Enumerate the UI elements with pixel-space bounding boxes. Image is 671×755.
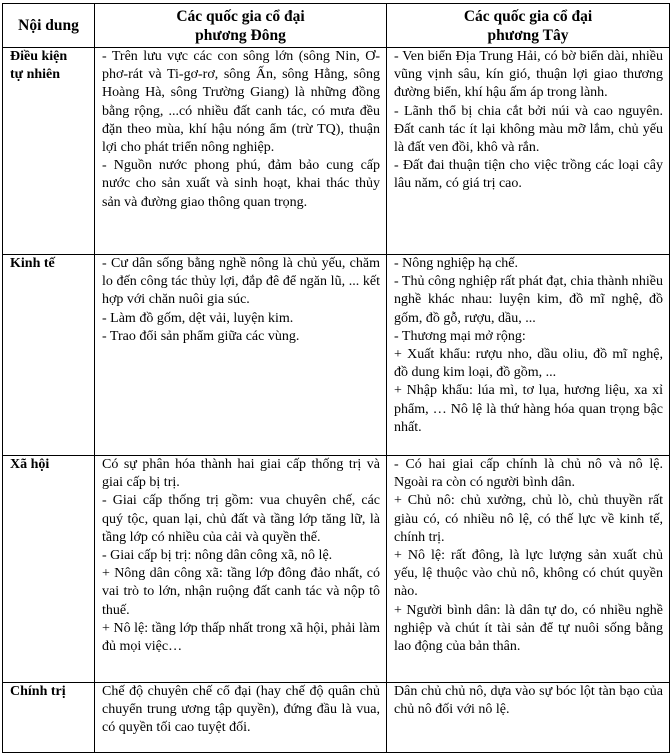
- header-west-line2: phương Tây: [487, 26, 569, 44]
- header-row: [3, 4, 670, 48]
- cell-paragraph: - Giai cấp bị trị: nông dân công xã, nô lệ.: [102, 548, 333, 564]
- table-row-economy: [3, 255, 670, 456]
- row-label: [3, 255, 95, 456]
- cell-paragraph: - Trên lưu vực các con sông lớn (sông Nin, Ơ-phơ-rát và Ti-gơ-rơ, sông Ấn, sông Hằng, sông Hoàng Hà, sông Trường Giang) là những đồng bằng rộng, ...có nhiều đất canh tác, có mưa đều đặn theo mùa, khí hậu nóng ẩm (trừ TQ), thuận lợi cho phát triển nông nghiệp.: [102, 49, 380, 156]
- header-west: [387, 4, 670, 48]
- cell-paragraph: Dân chủ chủ nô, dựa vào sự bóc lột tàn bạo của chủ nô đối với nô lệ.: [394, 684, 663, 718]
- cell-paragraph: - Thương mại mở rộng:: [394, 328, 526, 344]
- cell-paragraph: - Trao đổi sản phẩm giữa các vùng.: [102, 328, 300, 344]
- row-label: [3, 48, 95, 255]
- cell-paragraph: + Xuất khẩu: rượu nho, dầu oliu, đồ mĩ nghệ, đồ dung kim loại, đồ gồm, ...: [394, 347, 663, 381]
- west-cell: [387, 255, 670, 456]
- cell-paragraph: - Cư dân sống bằng nghề nông là chủ yếu, chăm lo đến công tác thủy lợi, đắp đê để ngăn lũ, ... kết hợp với chăn nuôi gia súc.: [102, 256, 380, 308]
- cell-paragraph: Chế độ chuyên chế cổ đại (hay chế độ quân chủ chuyển trung ương tập quyền), đứng đầu là vua, có quyền tối cao tuyệt đối.: [102, 684, 380, 736]
- row-label-line: Chính trị: [10, 684, 66, 699]
- cell-paragraph: + Nông dân công xã: tầng lớp đông đảo nhất, có vai trò to lớn, nhận ruộng đất canh tác và nộp tô thuế.: [102, 566, 380, 618]
- cell-paragraph: Có sự phân hóa thành hai giai cấp thống trị và giai cấp bị trị.: [102, 457, 380, 491]
- row-label-line: Điều kiện: [10, 49, 68, 64]
- table-row-politics: [3, 683, 670, 753]
- row-label: [3, 456, 95, 683]
- cell-paragraph: - Thủ công nghiệp rất phát đạt, chia thành nhiều nghề khác nhau: luyện kim, đồ mĩ nghệ, đồ gốm, đồ gỗ, rượu, dầu, ...: [394, 274, 663, 326]
- comparison-table: [2, 3, 670, 753]
- header-west-line1: Các quốc gia cổ đại: [463, 7, 593, 25]
- east-cell: [95, 48, 387, 255]
- east-cell: [95, 683, 387, 753]
- header-east: [95, 4, 387, 48]
- table-row-natural-conditions: [3, 48, 670, 255]
- header-east-line2: phương Đông: [195, 26, 286, 44]
- cell-paragraph: - Làm đồ gốm, dệt vải, luyện kim.: [102, 310, 294, 326]
- cell-paragraph: - Đất đai thuận tiện cho việc trồng các loại cây lâu năm, có giá trị cao.: [394, 158, 663, 192]
- west-cell: [387, 456, 670, 683]
- cell-paragraph: + Nô lệ: rất đông, là lực lượng sản xuất chủ yếu, lệ thuộc vào chủ nô, không có chút quyền nào.: [394, 548, 663, 600]
- cell-paragraph: - Lãnh thổ bị chia cắt bởi núi và cao nguyên. Đất canh tác ít lại không màu mỡ lắm, chủ yếu là đất ven đồi, khô và rắn.: [394, 103, 663, 156]
- row-label-line: tự nhiên: [10, 67, 61, 83]
- table-row-society: [3, 456, 670, 683]
- header-content: [3, 4, 95, 48]
- west-cell: [387, 683, 670, 753]
- row-label-line: Xã hội: [10, 457, 50, 472]
- cell-paragraph: - Ven biển Địa Trung Hải, có bờ biển dài, nhiều vũng vịnh sâu, kín gió, thuận lợi giao thương đường biển, khí hậu ấm áp trong lành.: [394, 49, 663, 101]
- cell-paragraph: + Nô lệ: tầng lớp thấp nhất trong xã hội, phải làm đủ mọi việc…: [102, 620, 380, 655]
- header-content-text: Nội dung: [18, 17, 79, 34]
- header-east-line1: Các quốc gia cổ đại: [176, 7, 305, 25]
- row-label: [3, 683, 95, 753]
- cell-paragraph: - Giai cấp thống trị gồm: vua chuyên chế, các quý tộc, quan lại, chủ đất và tầng lớp tăng lữ, là tầng lớp có nhiều của cải và quyền thế.: [102, 493, 380, 545]
- cell-paragraph: + Người bình dân: là dân tự do, có nhiều nghề nghiệp và chút ít tài sản để tự nuôi sống bằng lao động của bản thân.: [394, 602, 663, 655]
- cell-paragraph: - Có hai giai cấp chính là chủ nô và nô lệ. Ngoài ra còn có người bình dân.: [394, 457, 663, 491]
- cell-paragraph: + Nhập khẩu: lúa mì, tơ lụa, hương liệu, xa xỉ phẩm, … Nô lệ là thứ hàng hóa quan trọng bậc nhất.: [394, 383, 663, 435]
- east-cell: [95, 456, 387, 683]
- west-cell: [387, 48, 670, 255]
- row-label-line: Kinh tế: [10, 256, 55, 271]
- east-cell: [95, 255, 387, 456]
- cell-paragraph: - Nông nghiệp hạ chế.: [394, 256, 519, 271]
- cell-paragraph: - Nguồn nước phong phú, đảm bảo cung cấp nước cho sản xuất và sinh hoạt, khai thác thủy sản và đường giao thông quan trọng.: [102, 158, 380, 210]
- cell-paragraph: + Chủ nô: chủ xưởng, chủ lò, chủ thuyền rất giàu có, có nhiều nô lệ, có thế lực về kinh tế, chính trị.: [394, 493, 663, 545]
